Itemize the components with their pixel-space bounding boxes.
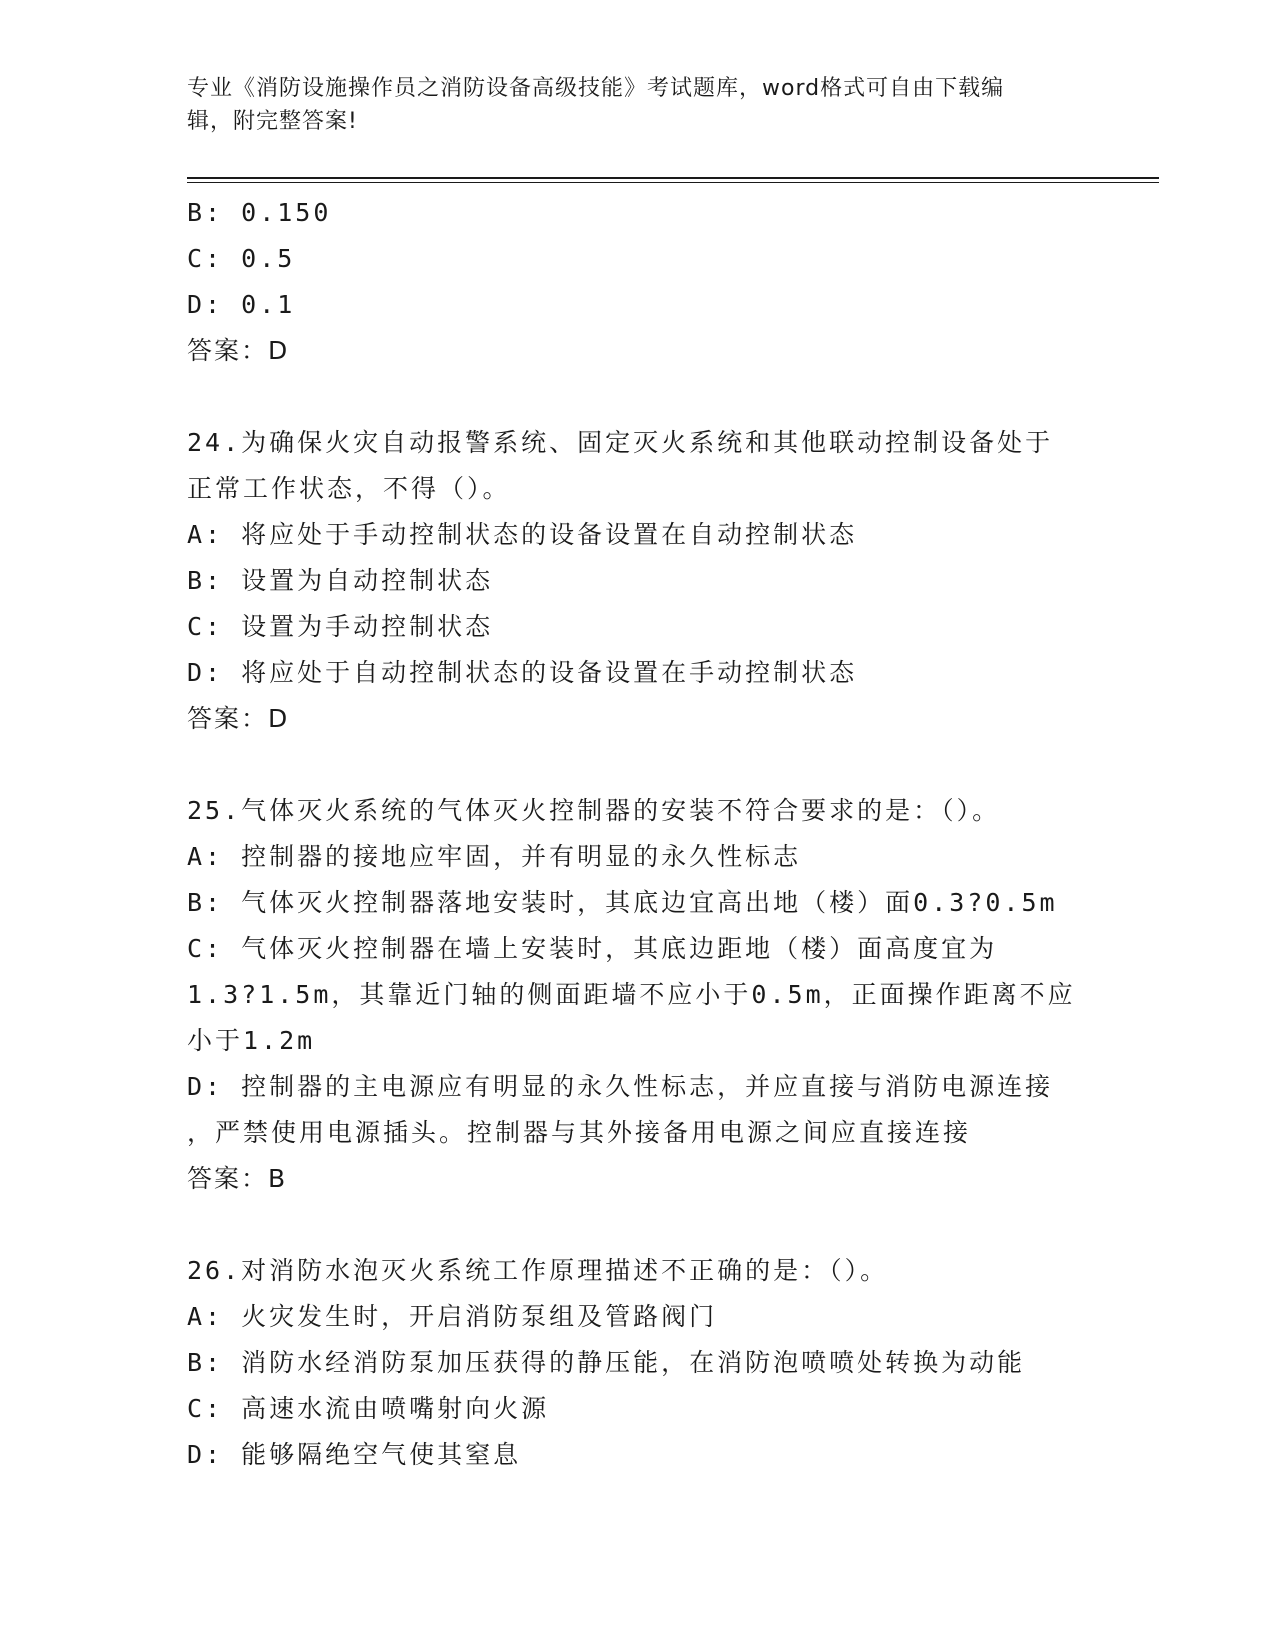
option-a: A: 控制器的接地应牢固，并有明显的永久性标志 [187,842,802,871]
option-d: D: 将应处于自动控制状态的设备设置在手动控制状态 [187,658,858,687]
answer: 答案：D [187,336,290,365]
header-rule-thin [187,182,1159,183]
option-c: C: 气体灭火控制器在墙上安装时，其底边距地（楼）面高度宜为 [187,934,998,963]
option-d: D: 0.1 [187,290,296,319]
option-b: B: 0.150 [187,198,332,227]
question-25 [187,788,1087,1202]
question-stem: 正常工作状态，不得（）。 [187,474,511,503]
question-23-continued [187,190,1087,374]
question-stem: 26.对消防水泡灭火系统工作原理描述不正确的是：（）。 [187,1256,889,1285]
option-b: B: 气体灭火控制器落地安装时，其底边宜高出地（楼）面0.3?0.5m [187,888,1058,917]
option-d: D: 能够隔绝空气使其窒息 [187,1440,522,1469]
header-rule-thick [187,177,1159,179]
answer: 答案：D [187,704,290,733]
question-stem: 24.为确保火灾自动报警系统、固定灭火系统和其他联动控制设备处于 [187,428,1054,457]
option-c: C: 0.5 [187,244,296,273]
header-line-1: 专业《消防设施操作员之消防设备高级技能》考试题库，word格式可自由下载编 [187,76,1005,101]
document-header [187,72,1077,138]
question-26 [187,1248,1087,1478]
option-c-continued: 小于1.2m [187,1026,316,1055]
answer: 答案：B [187,1164,288,1193]
option-c-continued: 1.3?1.5m，其靠近门轴的侧面距墙不应小于0.5m，正面操作距离不应 [187,980,1076,1009]
option-b: B: 设置为自动控制状态 [187,566,494,595]
document-body [187,190,1087,1478]
option-d: D: 控制器的主电源应有明显的永久性标志，并应直接与消防电源连接 [187,1072,1054,1101]
spacer [187,374,1087,420]
question-stem: 25.气体灭火系统的气体灭火控制器的安装不符合要求的是：（）。 [187,796,1001,825]
question-24 [187,420,1087,742]
option-b: B: 消防水经消防泵加压获得的静压能，在消防泡喷喷处转换为动能 [187,1348,1026,1377]
option-c: C: 高速水流由喷嘴射向火源 [187,1394,550,1423]
spacer [187,742,1087,788]
option-a: A: 将应处于手动控制状态的设备设置在自动控制状态 [187,520,858,549]
option-a: A: 火灾发生时，开启消防泵组及管路阀门 [187,1302,718,1331]
option-c: C: 设置为手动控制状态 [187,612,494,641]
header-line-2: 辑，附完整答案! [187,109,358,134]
spacer [187,1202,1087,1248]
option-d-continued: ，严禁使用电源插头。控制器与其外接备用电源之间应直接连接 [187,1118,972,1147]
